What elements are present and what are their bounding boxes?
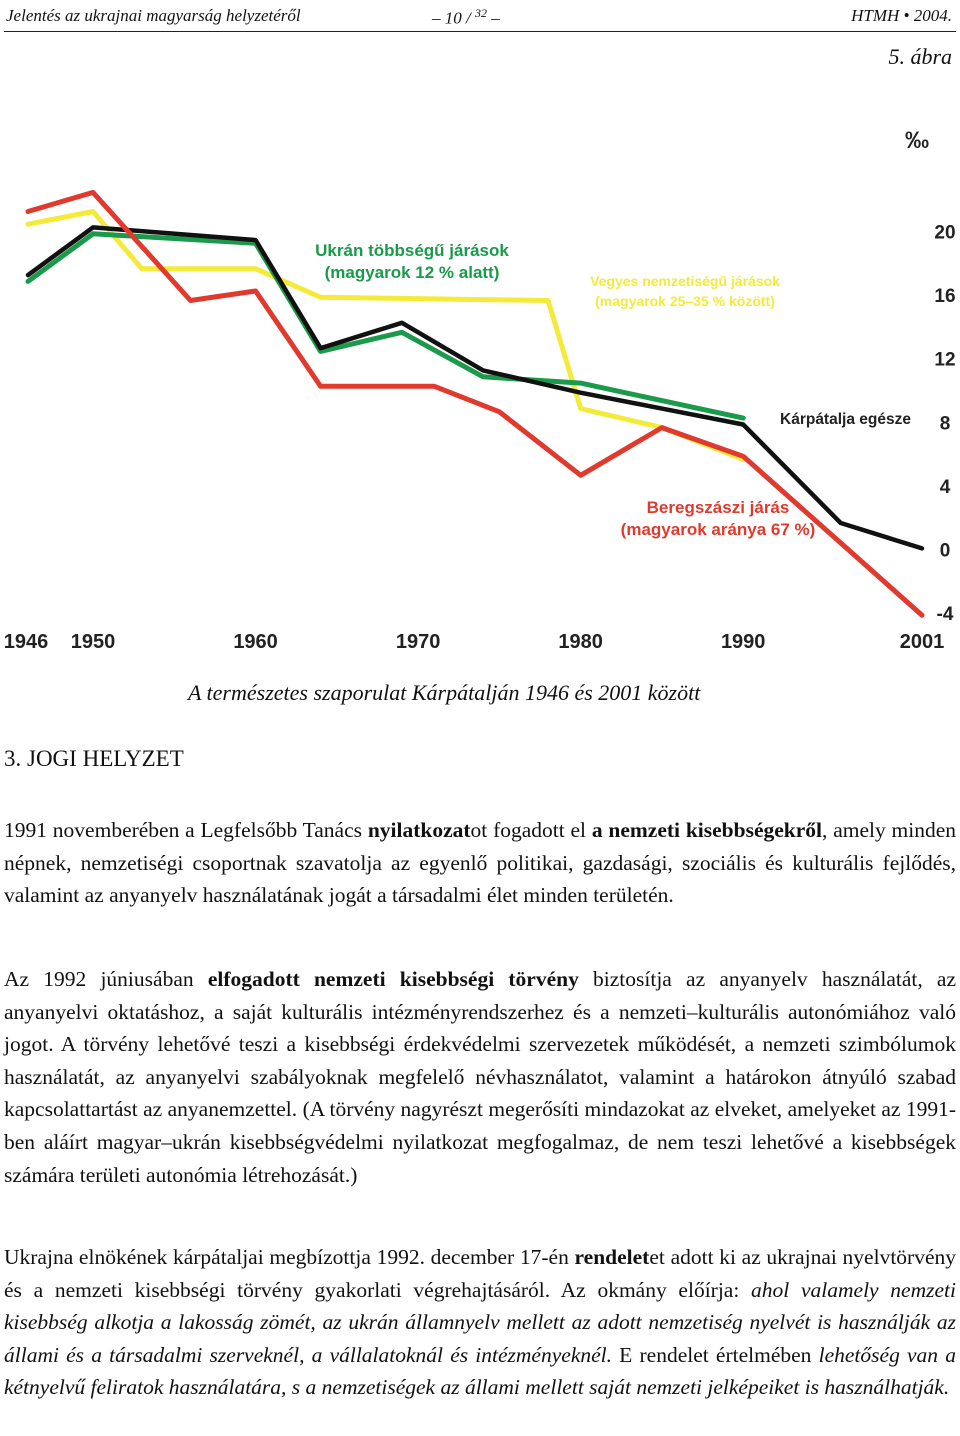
paragraph-2 bbox=[4, 963, 956, 1191]
p1-bold-2: a nemzeti kisebbségekről bbox=[591, 818, 823, 842]
x-tick-label: 1950 bbox=[70, 631, 116, 653]
series-label-2-line2: (magyarok 12 % alatt) bbox=[324, 263, 500, 282]
x-tick-label: 1946 bbox=[3, 631, 49, 653]
x-tick-label: 1980 bbox=[558, 631, 603, 653]
y-tick-label: 4 bbox=[939, 476, 951, 498]
chart-x-tick-labels bbox=[4, 631, 945, 653]
natural-increase-chart bbox=[0, 110, 960, 670]
chart-y-tick-labels bbox=[934, 223, 955, 625]
y-tick-label: -4 bbox=[936, 604, 954, 625]
p1-text-3: , amely minden népnek, nemzetiségi csoportnak szavatolja az egyenlő politikai, gazdasági, szociális és kulturális fejlődés, valamint az anyanyelv használatának jogát a társadalmi élet minden területén. bbox=[4, 818, 957, 908]
page-total: 32 bbox=[474, 6, 487, 20]
p3-text-3: E rendelet értelmében bbox=[612, 1342, 819, 1367]
p3-italic-2: lehetőség van a kétnyelvű feliratok használatára, s a nemzetiségek az állami mellett saját nemzeti jelképeiket is használhatják. bbox=[4, 1342, 956, 1400]
p1-text-2: ot fogadott el bbox=[470, 818, 592, 842]
series-label-0-line2: (magyarok aránya 67 %) bbox=[620, 520, 816, 539]
header-publisher: HTMH • 2004. bbox=[851, 6, 952, 25]
x-tick-label: 2001 bbox=[899, 631, 945, 653]
paragraph-1 bbox=[4, 814, 956, 912]
series-label-0-line1: Beregszászi járás bbox=[646, 498, 790, 517]
series-label-3-line2: (magyarok 25–35 % között) bbox=[595, 293, 775, 309]
header-rule bbox=[4, 31, 956, 32]
page-number bbox=[432, 6, 500, 29]
y-tick-label: 16 bbox=[934, 286, 956, 308]
p3-text-2: et adott ki az ukrajnai nyelvtörvény és a nemzeti kisebbségi törvény gyakorlati végrehajtásáról. Az okmány előírja: bbox=[4, 1245, 956, 1302]
p3-text-1: Ukrajna elnökének kárpátaljai megbízottja 1992. december 17-én bbox=[4, 1245, 575, 1269]
y-tick-label: 8 bbox=[939, 413, 951, 435]
page-header bbox=[4, 4, 956, 30]
header-title: Jelentés az ukrajnai magyarság helyzetéről bbox=[6, 6, 301, 25]
p2-bold-1: elfogadott nemzeti kisebbségi törvény bbox=[207, 967, 579, 991]
y-tick-label: 12 bbox=[934, 349, 956, 371]
x-tick-label: 1960 bbox=[233, 631, 278, 653]
y-tick-label: 0 bbox=[939, 540, 951, 562]
series-label-3-line1: Vegyes nemzetiségű járások bbox=[590, 273, 780, 289]
chart-unit-label: ‰ bbox=[905, 127, 929, 154]
page-prefix: – 10 / bbox=[432, 8, 475, 28]
p2-text-2: biztosítja az anyanyelv használatát, az anyanyelvi oktatáshoz, a saját kulturális intézményrendszerhez és a nemzeti–kulturális autonómiához való jogot. A törvény lehetővé teszi a kisebbségi érdekvédelmi szervezetek működését, a nemzeti szimbólumok használatát, az anyanyelvi szabályoknak megfelelő névhasználatot, valamint a határokon átnyúló szabad kapcsolattartást az anyanemzettel. (A törvény nagyrészt megerősíti mindazokat az elveket, amelyeket az 1991-ben aláírt magyar–ukrán kisebbségvédelmi nyilatkozat megfogalmaz, de nem teszi lehetővé a kisebbségek számára területi autonómia létrehozását.) bbox=[4, 967, 957, 1187]
series-label-2-line1: Ukrán többségű járások bbox=[315, 241, 509, 260]
p3-bold-1: rendelet bbox=[574, 1245, 650, 1269]
section-title: 3. JOGI HELYZET bbox=[4, 746, 184, 771]
figure-caption: A természetes szaporulat Kárpátalján 1946 és 2001 között bbox=[188, 680, 701, 705]
p1-bold-1: nyilatkozat bbox=[367, 818, 471, 842]
figure-label: 5. ábra bbox=[888, 44, 952, 69]
p3-italic-1: ahol valamely nemzeti kisebbség alkotja a lakosság zömét, az ukrán államnyelv mellett az adott nemzetiség nyelvét is használják az állami és a társadalmi szerveknél, a vállalatoknál és intézményeknél. bbox=[4, 1277, 956, 1367]
p2-text-1: Az 1992 júniusában bbox=[4, 967, 208, 991]
x-tick-label: 1990 bbox=[720, 631, 766, 653]
paragraph-3 bbox=[4, 1241, 956, 1404]
y-tick-label: 20 bbox=[934, 222, 956, 244]
x-tick-label: 1970 bbox=[395, 631, 441, 653]
series-label-1-line1: Kárpátalja egésze bbox=[780, 411, 911, 428]
p1-text-1: 1991 novemberében a Legfelsőbb Tanács bbox=[4, 818, 368, 842]
page-suffix: – bbox=[486, 8, 500, 28]
